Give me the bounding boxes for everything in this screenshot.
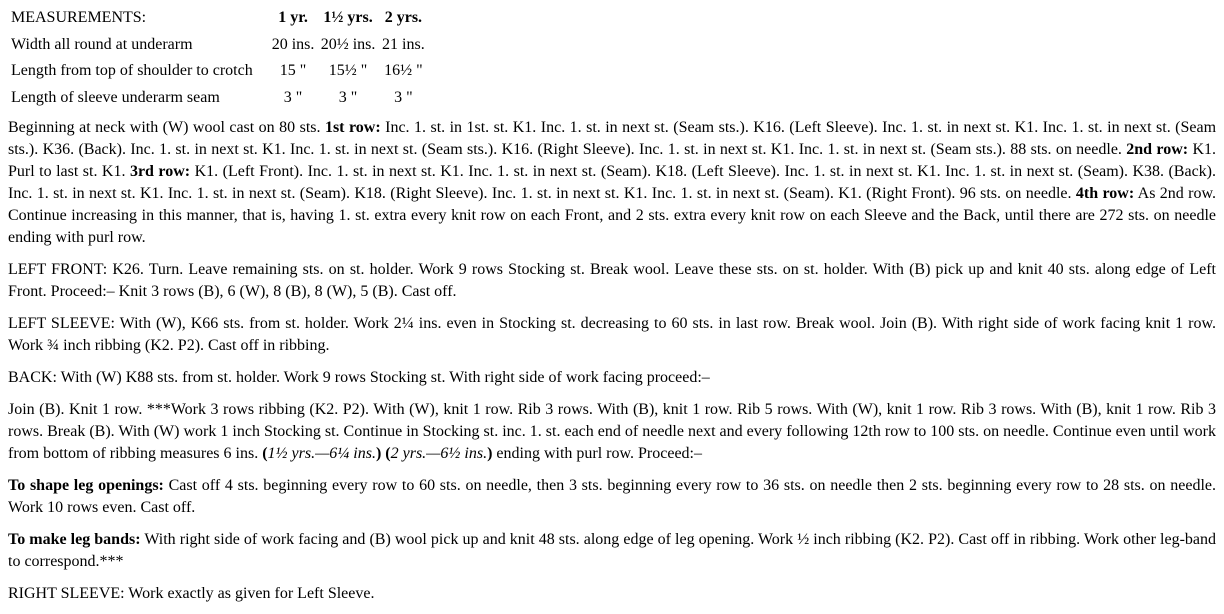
size-header: 1½ yrs. — [323, 9, 373, 27]
measurements-header-row — [8, 5, 428, 32]
text-run: Join (B). Knit 1 row. ***Work 3 rows ribbing (K2. P2). With (W), knit 1 row. Rib 3 rows. With (B), knit 1 row. Rib 5 rows. With (W), knit 1 row. Rib 3 rows. With (B), knit 1 row. Rib 3 rows. Break (B). With (W) work 1 inch Stocking st. Continue in Stocking st. inc. 1. st. each end of needle next and every following 12th row to 100 sts. on needle. Continue even until work from bottom of ribbing measures 6 ins. — [8, 401, 1216, 462]
text-run: K1. (Left Front). Inc. 1. st. in next st. K1. Inc. 1. st. in next st. (Seam). K18. (Left Sleeve). Inc. 1. st. in next st. K1. Inc. 1. st. in next st. (Seam). K38. (Back). Inc. 1. st. in next st. K1. Inc. 1. st. in next st. (Seam). K18. (Right Sleeve). Inc. 1. st. in next st. K1. Inc. 1. st. in next st. (Seam). K1. (Right Front). 96 sts. on needle. — [8, 163, 1217, 202]
text-run: Cast off 4 sts. beginning every row to 60 sts. on needle, then 3 sts. beginning every row to 36 sts. on needle then 2 sts. beginning every row to 28 sts. on needle. Work 10 rows even. Cast off. — [8, 477, 1217, 516]
leg-bands-instructions — [8, 529, 1216, 573]
measurement-label: Length from top of shoulder to crotch — [11, 62, 253, 80]
size-variant: 1½ yrs.—6¼ ins. — [267, 445, 376, 462]
left-front-instructions: LEFT FRONT: K26. Turn. Leave remaining sts. on st. holder. Work 9 rows Stocking st. Break wool. Leave these sts. on st. holder. With (B) pick up and knit 40 sts. along edge of Left Front. Proceed:– Knit 3 rows (B), 6 (W), 8 (B), 8 (W), 5 (B). Cast off. — [8, 261, 1216, 300]
text-run: ) — [487, 445, 493, 462]
measurement-value: 21 ins. — [382, 35, 425, 53]
text-run: ) ( — [375, 445, 391, 462]
measurement-value: 20½ ins. — [320, 35, 376, 53]
row-label: 3rd row: — [129, 163, 191, 180]
measurement-row — [8, 85, 428, 112]
measurement-label: Length of sleeve underarm seam — [11, 88, 220, 106]
measurement-row — [8, 32, 428, 59]
measurement-value: 3 " — [338, 88, 358, 106]
measurement-row — [8, 58, 428, 85]
measurements-heading: MEASUREMENTS: — [11, 9, 147, 27]
measurement-value: 3 " — [394, 88, 413, 106]
measurement-value: 3 " — [283, 88, 303, 106]
yoke-instructions — [8, 117, 1216, 249]
measurement-value: 16½ " — [384, 62, 423, 80]
text-run: As 2nd row. Continue increasing in this manner, that is, having 1. st. extra every knit row on each Front, and 2 sts. extra every knit row on each Sleeve and the Back, until there are 272 sts. on needle ending with purl row. — [8, 185, 1217, 246]
measurement-value: 15½ " — [328, 62, 368, 80]
text-run: K1. Purl to last st. K1. — [8, 141, 1217, 180]
row-label: 1st row: — [324, 119, 381, 136]
row-label: 2nd row: — [1126, 141, 1189, 158]
text-run: ( — [262, 445, 268, 462]
section-label: To shape leg openings: — [8, 477, 164, 494]
measurement-value: 15 " — [279, 62, 307, 80]
size-variant: 2 yrs.—6½ ins. — [390, 445, 488, 462]
text-run: Inc. 1. st. in 1st. st. K1. Inc. 1. st. in next st. (Seam sts.). K16. (Left Sleeve). Inc. 1. st. in next st. K1. Inc. 1. st. in next st. (Seam sts.). K36. (Back). Inc. 1. st. in next st. K1. Inc. 1. st. in next st. (Seam sts.). K16. (Right Sleeve). Inc. 1. st. in next st. K1. Inc. 1. st. in next st. (Seam sts.). 88 sts. on needle. — [8, 119, 1217, 158]
size-header: 1 yr. — [278, 9, 308, 27]
right-sleeve-instructions: RIGHT SLEEVE: Work exactly as given for Left Sleeve. — [8, 585, 375, 602]
size-header: 2 yrs. — [384, 9, 423, 27]
back-instructions: BACK: With (W) K88 sts. from st. holder. Work 9 rows Stocking st. With right side of work facing proceed:– — [8, 369, 710, 386]
text-run: With right side of work facing and (B) wool pick up and knit 48 sts. along edge of leg opening. Work ½ inch ribbing (K2. P2). Cast off in ribbing. Work other leg-band to correspond.*** — [8, 531, 1217, 570]
shape-leg-openings-instructions — [8, 475, 1216, 519]
row-label: 4th row: — [1075, 185, 1135, 202]
measurement-label: Width all round at underarm — [11, 35, 193, 53]
left-sleeve-instructions: LEFT SLEEVE: With (W), K66 sts. from st. holder. Work 2¼ ins. even in Stocking st. decreasing to 60 sts. in last row. Break wool. Join (B). With right side of work facing knit 1 row. Work ¾ inch ribbing (K2. P2). Cast off in ribbing. — [8, 315, 1216, 354]
text-run: ending with purl row. Proceed:– — [492, 445, 702, 462]
section-label: To make leg bands: — [8, 531, 141, 548]
measurement-value: 20 ins. — [271, 35, 315, 53]
text-run: Beginning at neck with (W) wool cast on 80 sts. — [8, 119, 325, 136]
join-instructions — [8, 399, 1216, 465]
measurements-table — [8, 5, 428, 111]
